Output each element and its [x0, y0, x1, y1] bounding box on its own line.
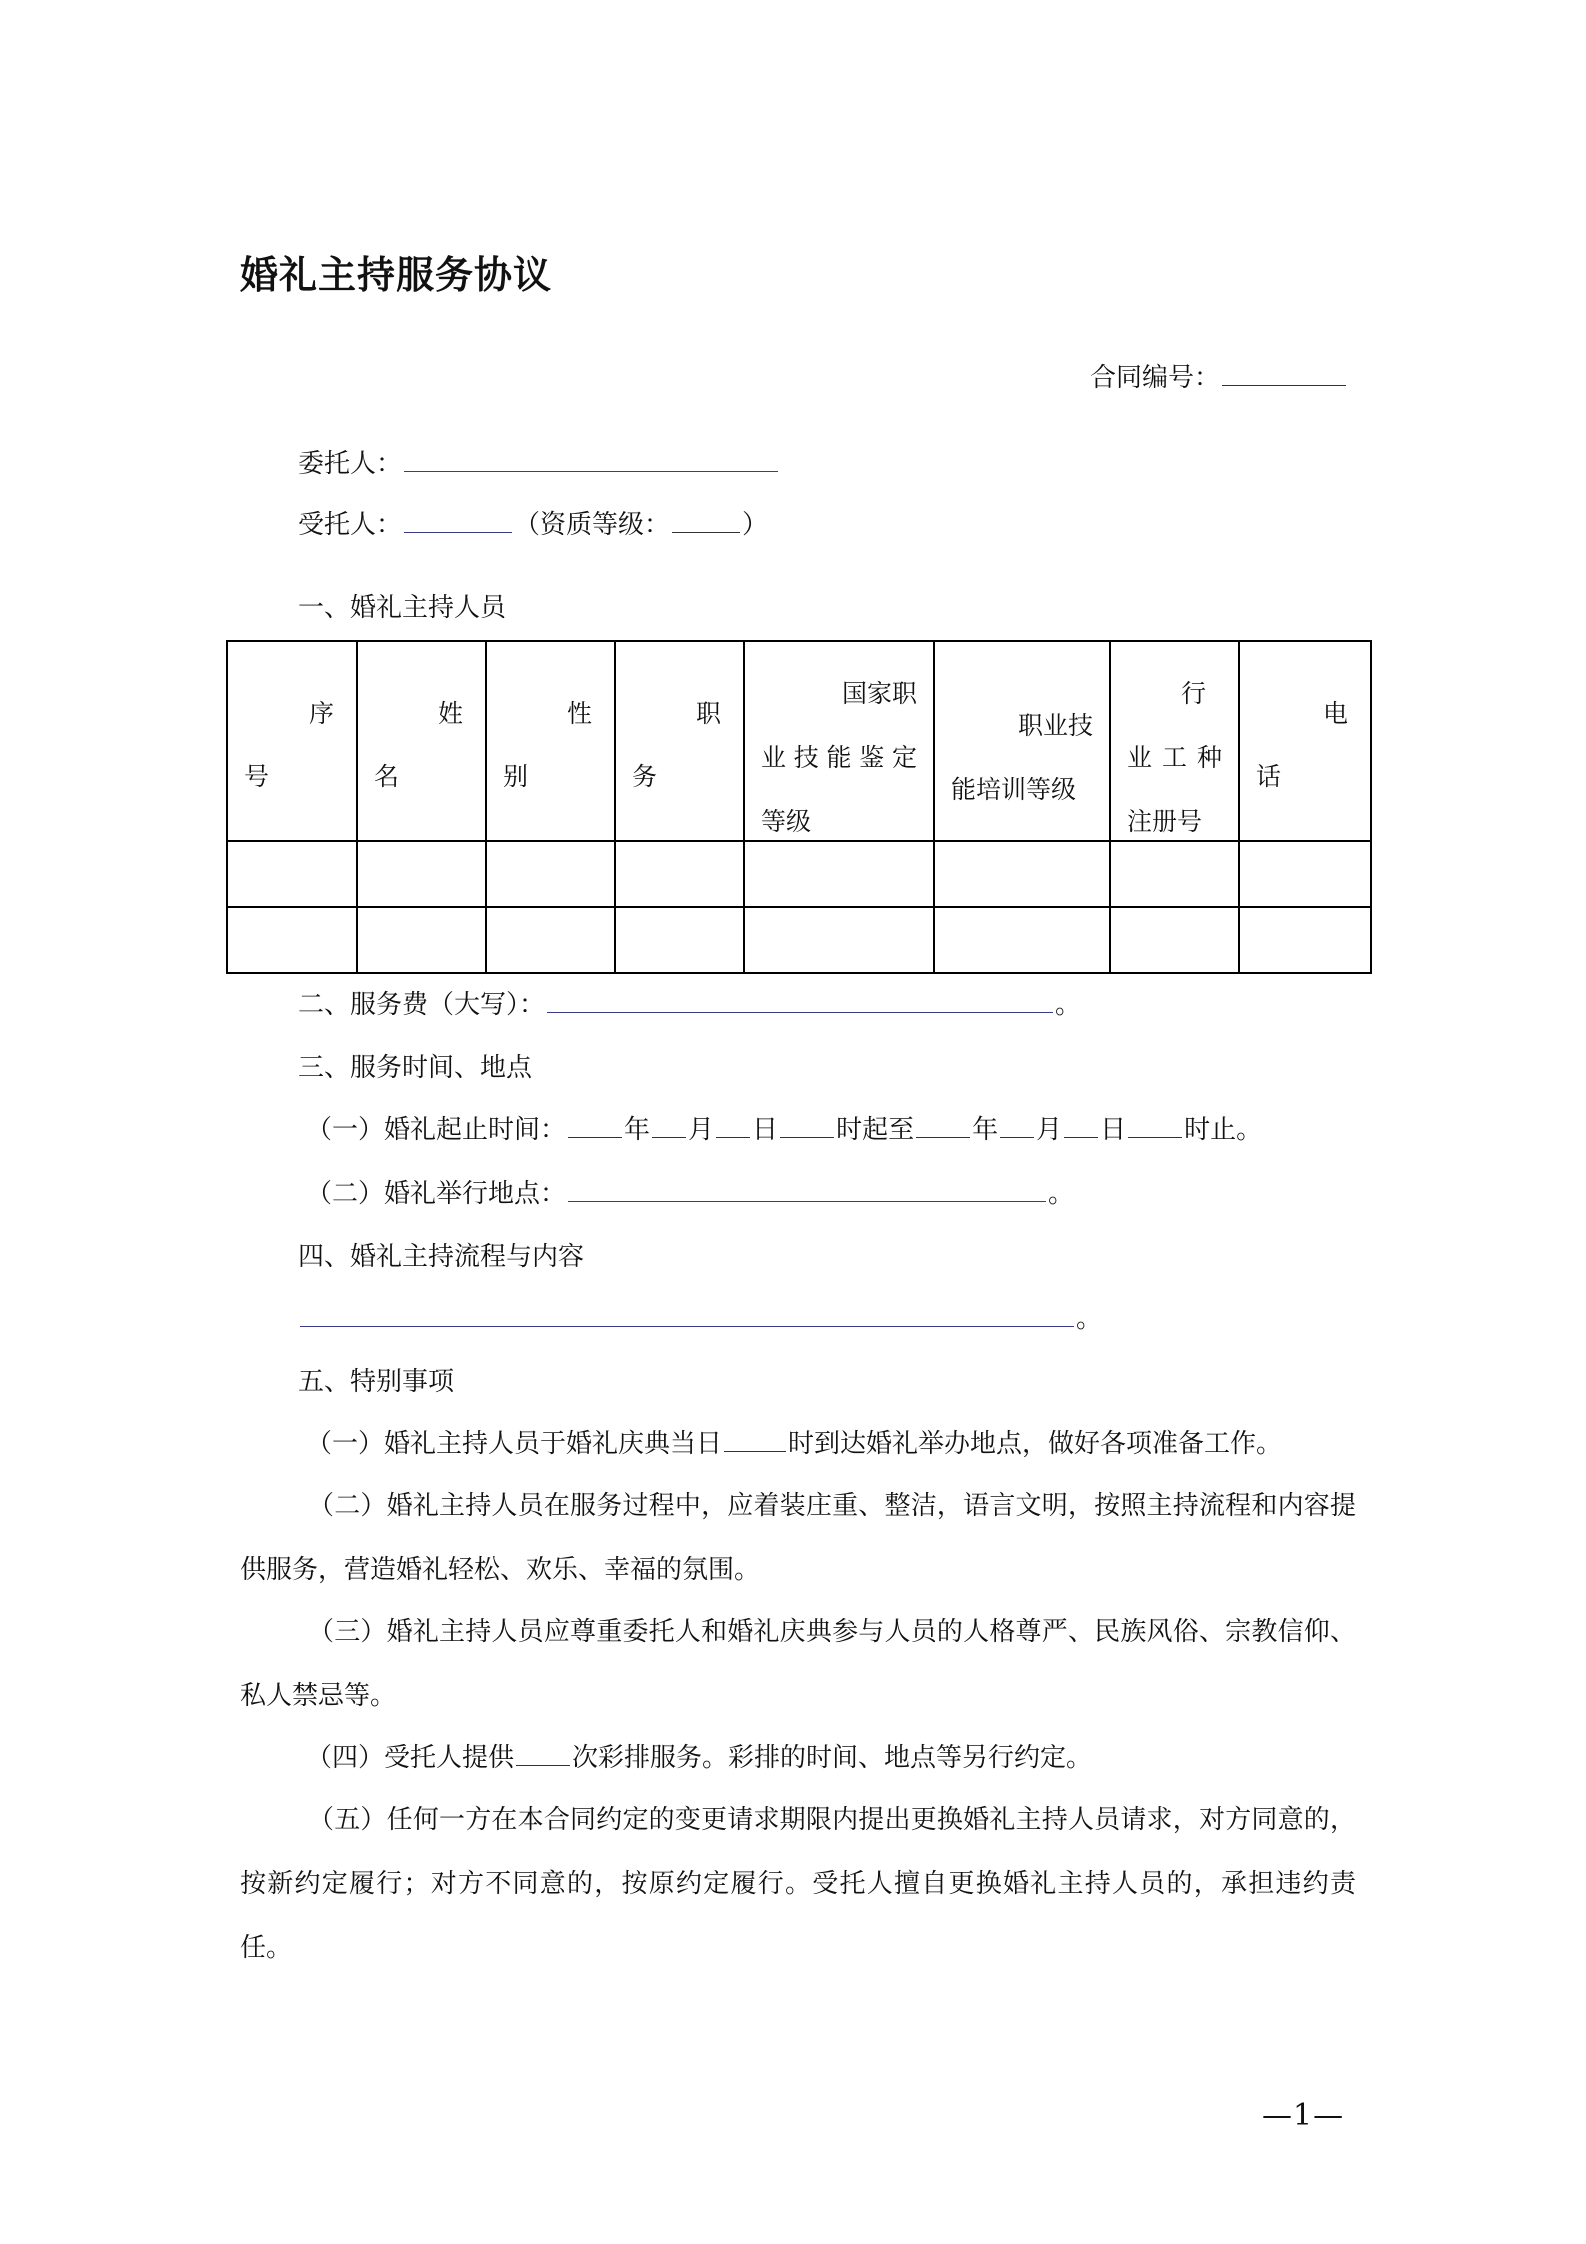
section-1-heading: 一、婚礼主持人员 [298, 593, 507, 623]
table-cell[interactable] [357, 907, 486, 973]
header-cell-national-skill-level: 国家职 业技能鉴定 等级 [744, 641, 934, 841]
service-fee-blank[interactable] [547, 986, 1053, 1013]
ceremony-content-blank[interactable] [300, 1300, 1074, 1327]
client-label: 委托人： [298, 449, 403, 479]
agent-qualification-blank[interactable] [672, 506, 740, 533]
staff-table [226, 640, 1372, 974]
table-cell[interactable] [744, 907, 934, 973]
special-item-1: （一）婚礼主持人员于婚礼庆典当日 时到达婚礼举办地点，做好各项准备工作。 [306, 1424, 1282, 1464]
header-cell-training-level: 职业技 能培训等级 [934, 641, 1110, 841]
end-hour-blank[interactable] [1128, 1111, 1182, 1138]
section-5-heading: 五、特别事项 [298, 1367, 455, 1397]
agent-blank[interactable] [404, 506, 512, 533]
rehearsal-count-blank[interactable] [516, 1739, 570, 1766]
table-cell[interactable] [1110, 907, 1239, 973]
table-cell[interactable] [934, 841, 1110, 907]
table-row [227, 907, 1371, 973]
wedding-venue-line: （二）婚礼举行地点： 。 [306, 1174, 1074, 1214]
section-3-heading: 三、服务时间、地点 [298, 1053, 533, 1083]
table-cell[interactable] [227, 907, 357, 973]
table-cell[interactable] [1239, 907, 1371, 973]
table-cell[interactable] [1239, 841, 1371, 907]
start-hour-blank[interactable] [780, 1111, 834, 1138]
table-cell[interactable] [615, 907, 744, 973]
special-item-3: （三）婚礼主持人员应尊重委托人和婚礼庆典参与人员的人格尊严、民族风俗、宗教信仰、私人禁忌等。 [240, 1617, 1356, 1711]
section-4-content-line: 。 [298, 1299, 1102, 1339]
contract-number-blank[interactable] [1222, 359, 1346, 386]
service-fee-label: 二、服务费（大写）： [298, 990, 546, 1020]
arrival-hour-blank[interactable] [724, 1425, 786, 1452]
header-cell-registration-no: 行 业工种 注册号 [1110, 641, 1239, 841]
start-year-blank[interactable] [568, 1111, 622, 1138]
section-4-heading: 四、婚礼主持流程与内容 [298, 1242, 585, 1272]
table-cell[interactable] [486, 907, 615, 973]
end-month-blank[interactable] [1000, 1111, 1034, 1138]
client-line [298, 444, 780, 484]
end-year-blank[interactable] [916, 1111, 970, 1138]
table-header-row [227, 641, 1371, 841]
page-number: —1— [1262, 2098, 1345, 2133]
wedding-venue-blank[interactable] [568, 1175, 1046, 1202]
contract-number-label: 合同编号： [1090, 363, 1221, 393]
table-cell[interactable] [934, 907, 1110, 973]
page-title: 婚礼主持服务协议 [240, 253, 553, 297]
wedding-time-line: （一）婚礼起止时间： 年 月 日 时起至 年 月 日 时止。 [306, 1110, 1262, 1150]
special-item-4: （四）受托人提供 次彩排服务。彩排的时间、地点等另行约定。 [306, 1738, 1092, 1778]
table-cell[interactable] [486, 841, 615, 907]
start-day-blank[interactable] [716, 1111, 750, 1138]
header-cell-position: 职 务 [615, 641, 744, 841]
header-cell-phone: 电 话 [1239, 641, 1371, 841]
agent-label: 受托人： [298, 510, 403, 540]
header-cell-name: 姓 名 [357, 641, 486, 841]
agent-qualification-close: ） [742, 510, 769, 540]
contract-number-line [1090, 358, 1348, 398]
end-day-blank[interactable] [1064, 1111, 1098, 1138]
table-cell[interactable] [357, 841, 486, 907]
section-2-line: 二、服务费（大写）： 。 [298, 985, 1081, 1025]
wedding-time-label: （一）婚礼起止时间： [306, 1115, 567, 1145]
table-cell[interactable] [615, 841, 744, 907]
table-cell[interactable] [227, 841, 357, 907]
special-item-2: （二）婚礼主持人员在服务过程中，应着装庄重、整洁，语言文明，按照主持流程和内容提供服务，营造婚礼轻松、欢乐、幸福的氛围。 [240, 1491, 1356, 1585]
start-month-blank[interactable] [652, 1111, 686, 1138]
special-item-5: （五）任何一方在本合同约定的变更请求期限内提出更换婚礼主持人员请求，对方同意的，按新约定履行；对方不同意的，按原约定履行。受托人擅自更换婚礼主持人员的，承担违约责任。 [240, 1805, 1356, 1963]
agent-line [298, 505, 768, 545]
header-cell-gender: 性 别 [486, 641, 615, 841]
wedding-venue-label: （二）婚礼举行地点： [306, 1179, 567, 1209]
agent-qualification-label: （资质等级： [514, 510, 671, 540]
client-blank[interactable] [404, 445, 778, 472]
header-cell-serial: 序 号 [227, 641, 357, 841]
